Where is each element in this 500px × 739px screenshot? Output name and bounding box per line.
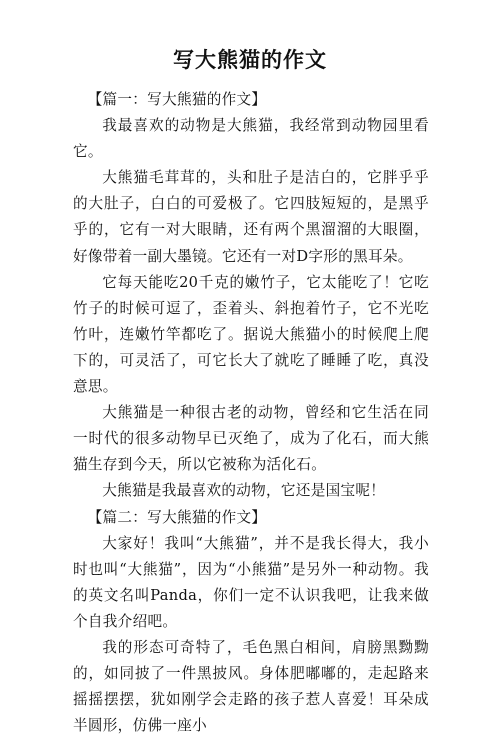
document-title: 写大熊猫的作文 xyxy=(173,47,327,72)
paragraph: 大熊猫是我最喜欢的动物，它还是国宝呢！ xyxy=(102,482,386,500)
paragraph: 大熊猫毛茸茸的，头和肚子是洁白的，它胖乎乎的大肚子，白白的可爱极了。它四肢短短的，是黑乎乎的，它有一对大眼睛，还有两个黑溜溜的大眼圈，好像带着一副大墨镜。它还有一对D字形的黑耳朵。 xyxy=(73,169,429,265)
paragraph: 大熊猫是一种很古老的动物，曾经和它生活在同一时代的很多动物早已灭绝了，成为了化石，而大熊猫生存到今天，所以它被称为活化石。 xyxy=(73,404,429,474)
paragraph: 我的形态可奇特了，毛色黑白相间，肩膀黑黝黝的，如同披了一件黑披风。身体肥嘟嘟的，走起路来摇摇摆摆，犹如刚学会走路的孩子惹人喜爱！耳朵成半圆形，仿佛一座小 xyxy=(73,638,429,735)
section-heading: 【篇二：写大熊猫的作文】 xyxy=(87,508,267,526)
document-body xyxy=(73,87,429,739)
section-heading: 【篇一：写大熊猫的作文】 xyxy=(87,91,267,108)
paragraph: 我最喜欢的动物是大熊猫，我经常到动物园里看它。 xyxy=(73,117,429,161)
paragraph: 大家好！我叫“大熊猫”，并不是我长得大，我小时也叫“大熊猫”，因为“小熊猫”是另外一种动物。我的英文名叫Panda，你们一定不认识我吧，让我来做个自我介绍吧。 xyxy=(73,534,429,630)
paragraph: 它每天能吃20千克的嫩竹子，它太能吃了！它吃竹子的时候可逗了，歪着头、斜抱着竹子，它不光吃竹叶，连嫩竹竿都吃了。据说大熊猫小的时候爬上爬下的，可灵活了，可它长大了就吃了睡睡了吃，真没意思。 xyxy=(73,273,429,396)
